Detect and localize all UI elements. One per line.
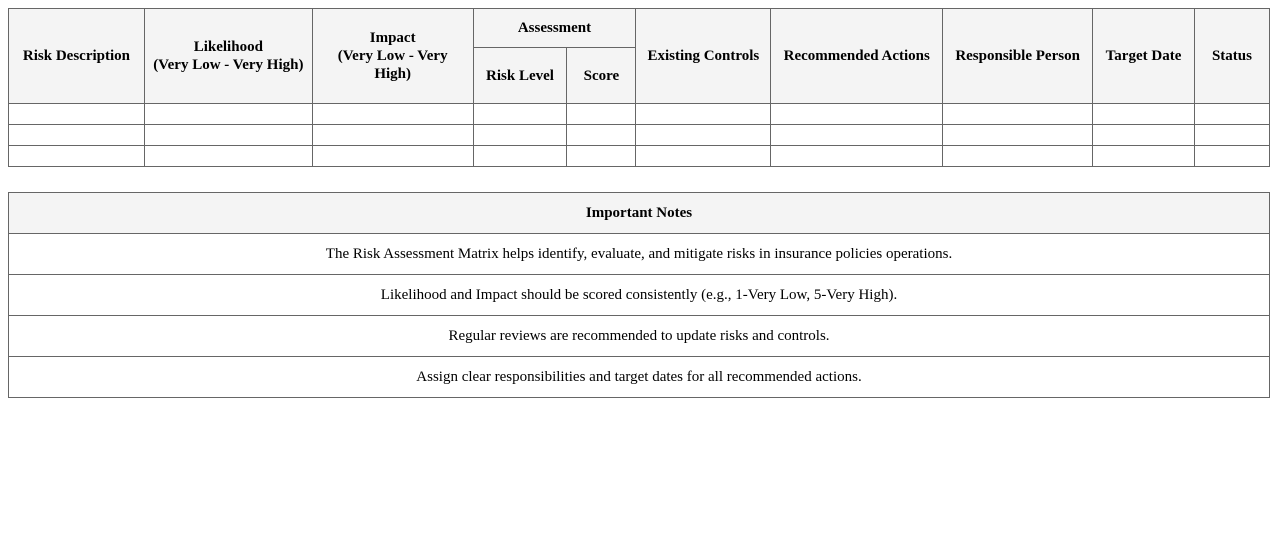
- cell-likelihood[interactable]: [144, 125, 312, 146]
- cell-target-date[interactable]: [1093, 125, 1195, 146]
- cell-target-date[interactable]: [1093, 104, 1195, 125]
- cell-risk-level[interactable]: [473, 104, 567, 125]
- notes-title: Important Notes: [9, 193, 1270, 234]
- header-responsible-person: Responsible Person: [943, 9, 1093, 104]
- note-item: Regular reviews are recommended to update risks and controls.: [9, 316, 1270, 357]
- header-risk-level: Risk Level: [473, 48, 567, 104]
- cell-risk-level[interactable]: [473, 125, 567, 146]
- cell-status[interactable]: [1194, 125, 1269, 146]
- likelihood-scale: (Very Low - Very High): [153, 57, 304, 73]
- cell-impact[interactable]: [312, 146, 473, 167]
- cell-responsible-person[interactable]: [943, 146, 1093, 167]
- cell-recommended-actions[interactable]: [771, 146, 943, 167]
- header-status: Status: [1194, 9, 1269, 104]
- cell-responsible-person[interactable]: [943, 125, 1093, 146]
- note-item: The Risk Assessment Matrix helps identify, evaluate, and mitigate risks in insurance policies operations.: [9, 234, 1270, 275]
- cell-status[interactable]: [1194, 104, 1269, 125]
- header-existing-controls: Existing Controls: [636, 9, 771, 104]
- cell-target-date[interactable]: [1093, 146, 1195, 167]
- cell-risk-description[interactable]: [9, 146, 145, 167]
- cell-impact[interactable]: [312, 104, 473, 125]
- cell-recommended-actions[interactable]: [771, 104, 943, 125]
- header-recommended-actions: Recommended Actions: [771, 9, 943, 104]
- header-assessment: Assessment: [473, 9, 636, 48]
- note-item: Likelihood and Impact should be scored consistently (e.g., 1-Very Low, 5-Very High).: [9, 275, 1270, 316]
- cell-risk-description[interactable]: [9, 125, 145, 146]
- cell-responsible-person[interactable]: [943, 104, 1093, 125]
- cell-existing-controls[interactable]: [636, 146, 771, 167]
- important-notes-table: [8, 192, 1270, 398]
- cell-likelihood[interactable]: [144, 104, 312, 125]
- header-likelihood: [144, 9, 312, 104]
- cell-impact[interactable]: [312, 125, 473, 146]
- risk-assessment-matrix: [8, 8, 1270, 167]
- table-row: [9, 125, 1270, 146]
- cell-existing-controls[interactable]: [636, 125, 771, 146]
- cell-score[interactable]: [567, 104, 636, 125]
- header-impact: [312, 9, 473, 104]
- impact-scale: (Very Low - Very High): [337, 48, 448, 82]
- table-row: [9, 104, 1270, 125]
- cell-score[interactable]: [567, 125, 636, 146]
- likelihood-label: Likelihood: [193, 39, 263, 55]
- header-risk-description: Risk Description: [9, 9, 145, 104]
- note-item: Assign clear responsibilities and target dates for all recommended actions.: [9, 357, 1270, 398]
- cell-existing-controls[interactable]: [636, 104, 771, 125]
- header-score: Score: [567, 48, 636, 104]
- cell-risk-level[interactable]: [473, 146, 567, 167]
- cell-score[interactable]: [567, 146, 636, 167]
- impact-label: Impact: [369, 30, 416, 46]
- cell-status[interactable]: [1194, 146, 1269, 167]
- cell-recommended-actions[interactable]: [771, 125, 943, 146]
- cell-likelihood[interactable]: [144, 146, 312, 167]
- table-row: [9, 146, 1270, 167]
- cell-risk-description[interactable]: [9, 104, 145, 125]
- header-target-date: Target Date: [1093, 9, 1195, 104]
